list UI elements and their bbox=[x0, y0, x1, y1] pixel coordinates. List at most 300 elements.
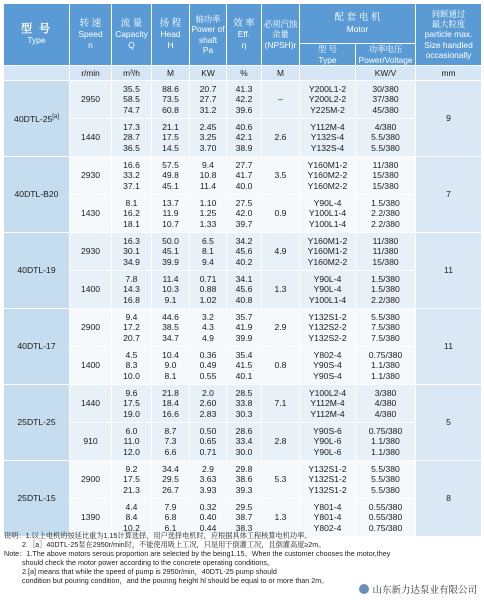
watermark bbox=[356, 581, 480, 597]
unit-power: KW bbox=[190, 66, 227, 81]
speed-cell: 2930 bbox=[70, 233, 112, 271]
cell-value: 1.25 bbox=[199, 208, 217, 219]
header-speed: 转 速 Speed n bbox=[70, 4, 112, 66]
cell-value: 39.9 bbox=[235, 332, 253, 343]
table-row bbox=[4, 81, 482, 119]
header-motor-type: 型 号 Type bbox=[300, 44, 356, 66]
unit-motor-power: KW/V bbox=[356, 66, 416, 81]
head-cell bbox=[152, 461, 190, 499]
head-cell bbox=[152, 423, 190, 461]
cell-value: 49.8 bbox=[162, 170, 179, 181]
cell-value: 4/380 bbox=[374, 398, 397, 409]
cell-value: Y90L-4 bbox=[313, 284, 342, 295]
cell-value: 10.0 bbox=[123, 370, 140, 381]
cell-value: Y90S-4 bbox=[313, 370, 342, 381]
efficiency-cell bbox=[227, 157, 262, 195]
cell-value: 1.02 bbox=[199, 294, 217, 305]
cell-value: 37/380 bbox=[372, 94, 399, 105]
pump-spec-table bbox=[3, 3, 482, 537]
cell-value: 16.2 bbox=[123, 208, 140, 219]
cell-value: 21.1 bbox=[162, 122, 179, 133]
cell-value: 8.4 bbox=[125, 512, 138, 523]
cell-value: 0.36 bbox=[199, 350, 217, 361]
cell-value: 0.55 bbox=[199, 370, 217, 381]
npsh-cell: 5.3 bbox=[262, 461, 300, 499]
cell-value: 1.10 bbox=[199, 198, 217, 209]
motor-power-cell bbox=[356, 119, 416, 157]
cell-value: 40.8 bbox=[235, 294, 253, 305]
header-head: 扬 程 Head H bbox=[152, 4, 190, 66]
npsh-cell: 7.1 bbox=[262, 385, 300, 423]
unit-motor-type bbox=[300, 66, 356, 81]
cell-value: 3/380 bbox=[374, 388, 397, 399]
cell-value: 3.70 bbox=[199, 142, 217, 153]
cell-value: 0.44 bbox=[199, 522, 217, 533]
cell-value: 9.6 bbox=[125, 388, 138, 399]
capacity-cell bbox=[112, 119, 152, 157]
cell-value: 40.0 bbox=[235, 180, 253, 191]
cell-value: 1.1/380 bbox=[371, 436, 400, 447]
motor-power-cell bbox=[356, 195, 416, 233]
pump-type-label: 40DTL-17 bbox=[17, 341, 56, 352]
unit-speed: r/min bbox=[70, 66, 112, 81]
cell-value: 4.5 bbox=[125, 350, 138, 361]
cell-value: 2.2/380 bbox=[371, 218, 400, 229]
npsh-cell: – bbox=[262, 81, 300, 119]
cell-value: 11.4 bbox=[162, 274, 179, 285]
cell-value: 42.1 bbox=[235, 132, 253, 143]
efficiency-cell bbox=[227, 347, 262, 385]
table-row bbox=[4, 195, 482, 233]
cell-value: 35.5 bbox=[123, 84, 140, 95]
power-cell bbox=[190, 385, 227, 423]
cell-value: 2.83 bbox=[199, 408, 217, 419]
cell-value: 10.7 bbox=[162, 218, 179, 229]
cell-value: 45.6 bbox=[235, 284, 253, 295]
cell-value: Y90L-6 bbox=[313, 446, 342, 457]
cell-value: 88.6 bbox=[162, 84, 179, 95]
cell-value: 28.6 bbox=[235, 426, 253, 437]
speed-cell: 1400 bbox=[70, 271, 112, 309]
note-line: 2.［a］40DTL-25泵在2950r/min时，不能使用吸上工况，只是用于倒灌工况，且倒灌高度≥2m。 bbox=[22, 540, 326, 549]
npsh-cell: 2.8 bbox=[262, 423, 300, 461]
cell-value: 17.5 bbox=[162, 132, 179, 143]
motor-type-cell bbox=[300, 385, 356, 423]
note-line: should check the motor power according to the concrete operating conditions。 bbox=[22, 558, 275, 567]
cell-value: 45.1 bbox=[162, 180, 179, 191]
cell-value: Y100L2-4 bbox=[308, 388, 347, 399]
cell-value: 29.5 bbox=[235, 502, 253, 513]
particle-size-cell: 11 bbox=[416, 233, 482, 309]
cell-value: 0.50 bbox=[199, 426, 217, 437]
head-cell bbox=[152, 119, 190, 157]
cell-value: 36.5 bbox=[123, 142, 140, 153]
motor-power-cell bbox=[356, 347, 416, 385]
cell-value: 8.1 bbox=[202, 246, 214, 257]
cell-value: 41.3 bbox=[235, 84, 253, 95]
cell-value: 4/380 bbox=[374, 122, 397, 133]
cell-value: 0.75/380 bbox=[368, 522, 403, 533]
pump-type-label: 40DTL-25 bbox=[14, 114, 53, 125]
cell-value: Y200L1-2 bbox=[308, 84, 347, 95]
cell-value: 38.6 bbox=[235, 474, 253, 485]
power-cell bbox=[190, 309, 227, 347]
cell-value: 39.3 bbox=[235, 484, 253, 495]
cell-value: 3.93 bbox=[199, 484, 217, 495]
cell-value: 10.3 bbox=[162, 284, 179, 295]
cell-value: 30.0 bbox=[235, 446, 253, 457]
motor-power-cell bbox=[356, 385, 416, 423]
cell-value: 5.5/380 bbox=[371, 484, 400, 495]
cell-value: 35.7 bbox=[235, 312, 253, 323]
cell-value: 3.25 bbox=[199, 132, 217, 143]
cell-value: 16.8 bbox=[123, 294, 140, 305]
capacity-cell bbox=[112, 385, 152, 423]
cell-value: Y112M-4 bbox=[310, 122, 345, 133]
cell-value: 1.5/380 bbox=[371, 198, 400, 209]
cell-value: 5.5/380 bbox=[371, 132, 400, 143]
head-cell bbox=[152, 233, 190, 271]
cell-value: 11/380 bbox=[372, 236, 399, 247]
cell-value: 2.0 bbox=[202, 388, 214, 399]
speed-cell: 1400 bbox=[70, 347, 112, 385]
cell-value: 4.4 bbox=[125, 502, 138, 513]
cell-value: 4/380 bbox=[374, 408, 397, 419]
cell-value: 50.0 bbox=[162, 236, 179, 247]
table-row bbox=[4, 461, 482, 499]
efficiency-cell bbox=[227, 423, 262, 461]
head-cell bbox=[152, 385, 190, 423]
cell-value: 2.60 bbox=[199, 398, 217, 409]
cell-value: 28.5 bbox=[235, 388, 253, 399]
cell-value: 20.7 bbox=[123, 332, 140, 343]
efficiency-cell bbox=[227, 195, 262, 233]
cell-value: 5.5/380 bbox=[371, 464, 400, 475]
cell-value: 0.71 bbox=[199, 274, 217, 285]
capacity-cell bbox=[112, 423, 152, 461]
cell-value: 4.3 bbox=[202, 322, 214, 333]
head-cell bbox=[152, 347, 190, 385]
cell-value: 12.0 bbox=[123, 446, 140, 457]
cell-value: 37.1 bbox=[123, 180, 140, 191]
cell-value: 8.7 bbox=[164, 426, 177, 437]
table-row bbox=[4, 119, 482, 157]
cell-value: 31.2 bbox=[199, 104, 217, 115]
cell-value: 35.4 bbox=[235, 350, 253, 361]
note-line: 说明：1.以上电机的按延比重为1.15计算选择，用户选择电机时，应根据具体工程核算电机功率。 bbox=[4, 531, 312, 540]
pump-type-label: 40DTL-19 bbox=[17, 265, 56, 276]
cell-value: Y132S-4 bbox=[310, 142, 345, 153]
cell-value: 10.2 bbox=[123, 522, 140, 533]
cell-value: 41.9 bbox=[235, 322, 253, 333]
power-cell bbox=[190, 271, 227, 309]
cell-value: 34.1 bbox=[235, 274, 253, 285]
cell-value: 30.3 bbox=[235, 408, 253, 419]
pump-type bbox=[4, 233, 70, 309]
speed-cell: 1440 bbox=[70, 385, 112, 423]
cell-value: Y90S-6 bbox=[313, 426, 342, 437]
npsh-cell: 3.5 bbox=[262, 157, 300, 195]
cell-value: Y132S1-2 bbox=[308, 312, 347, 323]
cell-value: 17.5 bbox=[123, 474, 140, 485]
cell-value: 29.5 bbox=[162, 474, 179, 485]
motor-type-cell bbox=[300, 461, 356, 499]
cell-value: 73.5 bbox=[162, 94, 179, 105]
power-cell bbox=[190, 81, 227, 119]
cell-value: 60.8 bbox=[162, 104, 179, 115]
cell-value: 0.75/380 bbox=[368, 350, 403, 361]
cell-value: 2.9 bbox=[202, 464, 214, 475]
cell-value: 10.4 bbox=[162, 350, 179, 361]
npsh-cell: 2.6 bbox=[262, 119, 300, 157]
cell-value: 6.1 bbox=[164, 522, 177, 533]
speed-cell: 1430 bbox=[70, 195, 112, 233]
efficiency-cell bbox=[227, 233, 262, 271]
header-capacity: 流 量 Capacity Q bbox=[112, 4, 152, 66]
cell-value: 57.5 bbox=[162, 160, 179, 171]
header-motor: 配 套 电 机 Motor bbox=[300, 4, 416, 44]
cell-value: 9.0 bbox=[164, 360, 177, 371]
cell-value: 14.3 bbox=[123, 284, 140, 295]
cell-value: Y801-4 bbox=[313, 512, 342, 523]
pump-type bbox=[4, 309, 70, 385]
motor-type-cell bbox=[300, 81, 356, 119]
speed-cell: 910 bbox=[70, 423, 112, 461]
speed-cell: 2950 bbox=[70, 81, 112, 119]
cell-value: Y801-4 bbox=[313, 502, 342, 513]
cell-value: Y160M2-2 bbox=[307, 170, 348, 181]
cell-value: 21.3 bbox=[123, 484, 140, 495]
speed-cell: 1390 bbox=[70, 499, 112, 537]
motor-type-cell bbox=[300, 195, 356, 233]
motor-power-cell bbox=[356, 271, 416, 309]
unit-capacity: m³/h bbox=[112, 66, 152, 81]
cell-value: 42.0 bbox=[235, 208, 253, 219]
motor-power-cell bbox=[356, 423, 416, 461]
speed-cell: 1440 bbox=[70, 119, 112, 157]
cell-value: 9.4 bbox=[202, 256, 214, 267]
capacity-cell bbox=[112, 195, 152, 233]
cell-value: 9.4 bbox=[125, 312, 138, 323]
cell-value: Y132S2-2 bbox=[308, 332, 347, 343]
cell-value: 0.88 bbox=[199, 284, 217, 295]
cell-value: 0.49 bbox=[199, 360, 217, 371]
efficiency-cell bbox=[227, 309, 262, 347]
cell-value: 1.5/380 bbox=[371, 284, 400, 295]
table-row bbox=[4, 385, 482, 423]
wechat-icon bbox=[359, 584, 369, 594]
cell-value: 15/380 bbox=[372, 170, 399, 181]
cell-value: 27.7 bbox=[199, 94, 217, 105]
cell-value: 17.2 bbox=[123, 322, 140, 333]
cell-value: 3.63 bbox=[199, 474, 217, 485]
motor-type-cell bbox=[300, 347, 356, 385]
cell-value: Y90L-4 bbox=[313, 274, 342, 285]
cell-value: 40.2 bbox=[235, 256, 253, 267]
header-efficiency: 效 率 Eff. η bbox=[227, 4, 262, 66]
power-cell bbox=[190, 119, 227, 157]
cell-value: 45.6 bbox=[235, 246, 253, 257]
cell-value: Y160M1-2 bbox=[307, 246, 348, 257]
pump-type-label: 25DTL-15 bbox=[17, 493, 56, 504]
cell-value: 7.9 bbox=[164, 502, 177, 513]
cell-value: 1.1/380 bbox=[371, 360, 400, 371]
cell-value: 8.1 bbox=[164, 370, 177, 381]
cell-value: 34.4 bbox=[162, 464, 179, 475]
cell-value: 27.5 bbox=[235, 198, 253, 209]
cell-value: 38.5 bbox=[162, 322, 179, 333]
table-row bbox=[4, 233, 482, 271]
efficiency-cell bbox=[227, 461, 262, 499]
cell-value: 20.7 bbox=[199, 84, 217, 95]
cell-value: 11/380 bbox=[372, 246, 399, 257]
cell-value: 7.3 bbox=[164, 436, 177, 447]
cell-value: 9.4 bbox=[202, 160, 214, 171]
power-cell bbox=[190, 423, 227, 461]
cell-value: 74.7 bbox=[123, 104, 140, 115]
capacity-cell bbox=[112, 461, 152, 499]
efficiency-cell bbox=[227, 81, 262, 119]
cell-value: 15/380 bbox=[372, 180, 399, 191]
header-motor-power: 功率电压 Power/Voltage bbox=[356, 44, 416, 66]
pump-type bbox=[4, 385, 70, 461]
cell-value: 45.1 bbox=[162, 246, 179, 257]
motor-type-cell bbox=[300, 271, 356, 309]
cell-value: 29.8 bbox=[235, 464, 253, 475]
cell-value: 18.1 bbox=[123, 218, 140, 229]
cell-value: Y160M1-2 bbox=[307, 236, 348, 247]
table-row bbox=[4, 347, 482, 385]
cell-value: 15/380 bbox=[372, 256, 399, 267]
header-particle-size: 间断通过 最大粒度 particle max. Size handled occasionally bbox=[416, 4, 482, 66]
cell-value: 40.6 bbox=[235, 122, 253, 133]
power-cell bbox=[190, 157, 227, 195]
cell-value: 16.3 bbox=[123, 236, 140, 247]
capacity-cell bbox=[112, 271, 152, 309]
notes bbox=[4, 531, 480, 585]
cell-value: 42.2 bbox=[235, 94, 253, 105]
unit-type bbox=[4, 66, 70, 81]
cell-value: 27.7 bbox=[235, 160, 253, 171]
cell-value: 16.6 bbox=[123, 160, 140, 171]
cell-value: 19.0 bbox=[123, 408, 140, 419]
capacity-cell bbox=[112, 81, 152, 119]
cell-value: 0.71 bbox=[199, 446, 217, 457]
cell-value: 6.6 bbox=[164, 446, 177, 457]
efficiency-cell bbox=[227, 385, 262, 423]
cell-value: 21.8 bbox=[162, 388, 179, 399]
unit-npsh: M bbox=[262, 66, 300, 81]
cell-value: 33.2 bbox=[123, 170, 140, 181]
cell-value: 58.5 bbox=[123, 94, 140, 105]
cell-value: Y160M2-2 bbox=[307, 256, 348, 267]
note-line: Note：1.The above motors serous proportion are selected by the being1.15。When the customer chooses the motor,they bbox=[4, 549, 391, 558]
cell-value: Y132S1-2 bbox=[308, 484, 347, 495]
cell-value: 3.2 bbox=[202, 312, 214, 323]
cell-value: Y132S1-2 bbox=[308, 474, 347, 485]
cell-value: 5.5/380 bbox=[371, 142, 400, 153]
cell-value: 11.9 bbox=[162, 208, 179, 219]
cell-value: 1.33 bbox=[199, 218, 217, 229]
cell-value: 9.2 bbox=[125, 464, 138, 475]
cell-value: 7.5/380 bbox=[371, 332, 400, 343]
cell-value: 41.5 bbox=[235, 360, 253, 371]
cell-value: 0.55/380 bbox=[368, 502, 403, 513]
footnote-mark: [a] bbox=[52, 114, 59, 121]
cell-value: 38.7 bbox=[235, 512, 253, 523]
npsh-cell: 0.9 bbox=[262, 195, 300, 233]
cell-value: 0.65 bbox=[199, 436, 217, 447]
cell-value: 11.0 bbox=[123, 436, 140, 447]
cell-value: 38.9 bbox=[235, 142, 253, 153]
cell-value: 0.75/380 bbox=[368, 426, 403, 437]
npsh-cell: 1.3 bbox=[262, 499, 300, 537]
cell-value: 7.5/380 bbox=[371, 322, 400, 333]
pump-type bbox=[4, 157, 70, 233]
cell-value: 11.4 bbox=[199, 180, 217, 191]
cell-value: Y160M1-2 bbox=[307, 160, 348, 171]
motor-power-cell bbox=[356, 461, 416, 499]
cell-value: 44.6 bbox=[162, 312, 179, 323]
head-cell bbox=[152, 271, 190, 309]
motor-type-cell bbox=[300, 309, 356, 347]
table-row bbox=[4, 271, 482, 309]
cell-value: 1.1/380 bbox=[371, 370, 400, 381]
cell-value: Y100L1-4 bbox=[308, 218, 347, 229]
cell-value: 5.5/380 bbox=[371, 474, 400, 485]
cell-value: Y132S2-2 bbox=[308, 322, 347, 333]
cell-value: 28.7 bbox=[123, 132, 140, 143]
cell-value: 17.3 bbox=[123, 122, 140, 133]
cell-value: 34.7 bbox=[162, 332, 179, 343]
cell-value: Y132S-4 bbox=[310, 132, 345, 143]
cell-value: 41.7 bbox=[235, 170, 253, 181]
efficiency-cell bbox=[227, 119, 262, 157]
cell-value: 4.9 bbox=[202, 332, 214, 343]
cell-value: 34.2 bbox=[235, 236, 253, 247]
power-cell bbox=[190, 195, 227, 233]
motor-power-cell bbox=[356, 309, 416, 347]
table-row bbox=[4, 309, 482, 347]
cell-value: 7.8 bbox=[125, 274, 138, 285]
particle-size-cell: 8 bbox=[416, 461, 482, 537]
cell-value: Y802-4 bbox=[313, 350, 342, 361]
speed-cell: 2900 bbox=[70, 461, 112, 499]
cell-value: Y100L1-4 bbox=[308, 208, 347, 219]
head-cell bbox=[152, 81, 190, 119]
capacity-cell bbox=[112, 157, 152, 195]
motor-power-cell bbox=[356, 81, 416, 119]
head-cell bbox=[152, 309, 190, 347]
motor-type-cell bbox=[300, 423, 356, 461]
cell-value: 17.5 bbox=[123, 398, 140, 409]
cell-value: 0.32 bbox=[199, 502, 217, 513]
cell-value: 13.7 bbox=[162, 198, 179, 209]
particle-size-cell: 5 bbox=[416, 385, 482, 461]
cell-value: Y112M-4 bbox=[310, 408, 345, 419]
pump-type bbox=[4, 461, 70, 537]
cell-value: 2.2/380 bbox=[371, 208, 400, 219]
cell-value: 30/380 bbox=[372, 84, 399, 95]
cell-value: 39.7 bbox=[235, 218, 253, 229]
header-type: 型 号 Type bbox=[4, 4, 70, 66]
cell-value: 26.7 bbox=[162, 484, 179, 495]
cell-value: Y802-4 bbox=[313, 522, 342, 533]
cell-value: Y100L1-4 bbox=[308, 294, 347, 305]
speed-cell: 2900 bbox=[70, 309, 112, 347]
motor-type-cell bbox=[300, 119, 356, 157]
cell-value: 33.4 bbox=[235, 436, 253, 447]
